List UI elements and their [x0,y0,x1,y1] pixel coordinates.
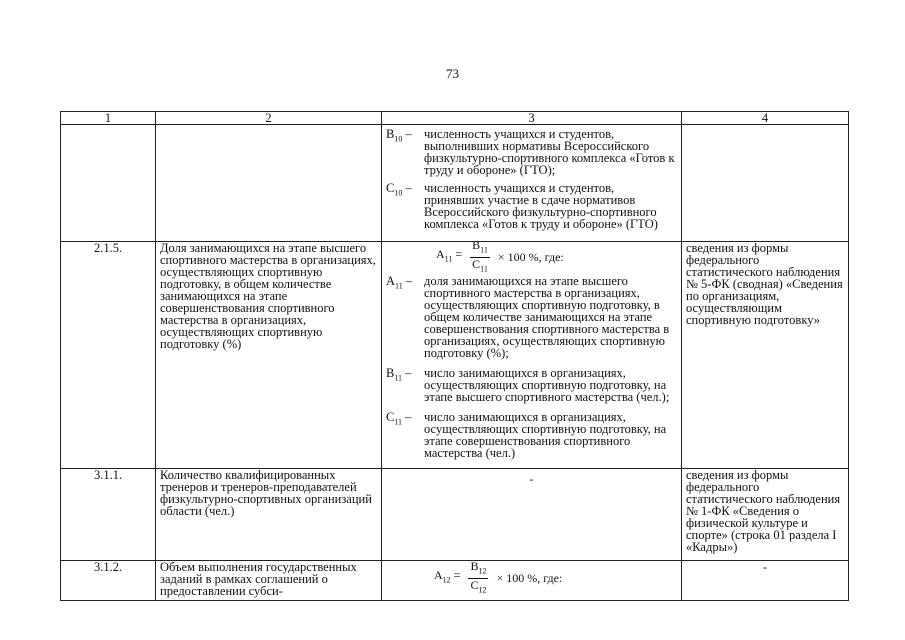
symbol: $B_{10}$ – [386,127,412,144]
definition [386,275,677,359]
row-number: 3.1.1. [61,469,156,561]
definition-text: число занимающихся в организациях, осуществляющих спортивную подготовку, на этапе высшего спортивного мастерства (чел.); [424,366,670,404]
method-cell [382,238,682,469]
definition [386,411,677,459]
row-number: 2.1.5. [61,242,156,469]
definition-text: численность учащихся и студентов, принявших участие в сдаче нормативов Всероссийского физкультурно-спортивного комплекса «Готов к труду и обороне» (ГТО) [424,181,658,231]
symbol: $B_{11}$ – [386,366,412,383]
indicator-name: Доля занимающихся на этапе высшего спортивного мастерства в организациях, осуществляющих спортивную подготовку, в общем количестве занимающихся на этапе совершенствования спортивного мастерства в организациях, осуществляющих спортивную подготовку (%) [156,242,382,469]
definition-text: число занимающихся в организациях, осуществляющих спортивную подготовку, на этапе совершенствования спортивного мастерства (чел.) [424,410,667,460]
fraction: $\frac{B_{11}}{C_{11}}$ [472,238,488,273]
table-row [61,469,849,561]
row-number: 3.1.2. [61,561,156,601]
formula: $A_{11}$ = $\frac{B_{11}}{C_{11}}$ × 100 %, где: [436,238,564,273]
table-row [61,242,849,469]
definition [386,128,677,176]
definition-text: доля занимающихся на этапе высшего спортивного мастерства в организациях, осуществляющих спортивную подготовку, в общем количестве занимающихся на этапе совершенствования спортивного мастерства в организациях, осуществляющих спортивную подготовку (%); [424,274,670,360]
indicator-name: Количество квалифицированных тренеров и тренеров-преподавателей физкультурно-спортивных организаций области (чел.) [156,469,382,561]
header-row [61,112,849,125]
method-cell: - [382,469,682,561]
page-number: 73 [446,66,459,81]
source-cell: - [682,561,849,601]
fraction: $\frac{B_{12}}{C_{12}}$ [470,559,487,594]
table-row [61,125,849,242]
header-col-3: 3 [382,112,682,125]
formula: $A_{12}$ = $\frac{B_{12}}{C_{12}}$ × 100 %, где: [434,559,563,594]
definition-text: численность учащихся и студентов, выполнивших нормативы Всероссийского физкультурно-спортивного комплекса «Готов к труду и обороне» (ГТО); [424,127,675,177]
symbol: $C_{11}$ – [386,410,412,427]
definition [386,182,677,230]
definition [386,367,677,403]
source-cell: сведения из формы федерального статистического наблюдения № 1-ФК «Сведения о физической культуре и спорте» (строка 01 раздела I «Кадры») [682,469,849,561]
source-cell: сведения из формы федерального статистического наблюдения № 5-ФК (сводная) «Сведения по организациям, осуществляющим спортивную подготовку» [682,242,849,469]
table-row [61,561,849,601]
header-col-4: 4 [682,112,849,125]
header-col-2: 2 [156,112,382,125]
header-col-1: 1 [61,112,156,125]
indicator-name: Объем выполнения государственных заданий в рамках соглашений о предоставлении субси- [156,561,382,601]
symbol: $C_{10}$ – [386,181,412,198]
method-cell [382,125,682,242]
method-cell [382,561,682,601]
indicator-table [60,111,849,601]
symbol: $A_{11}$ – [386,274,413,291]
